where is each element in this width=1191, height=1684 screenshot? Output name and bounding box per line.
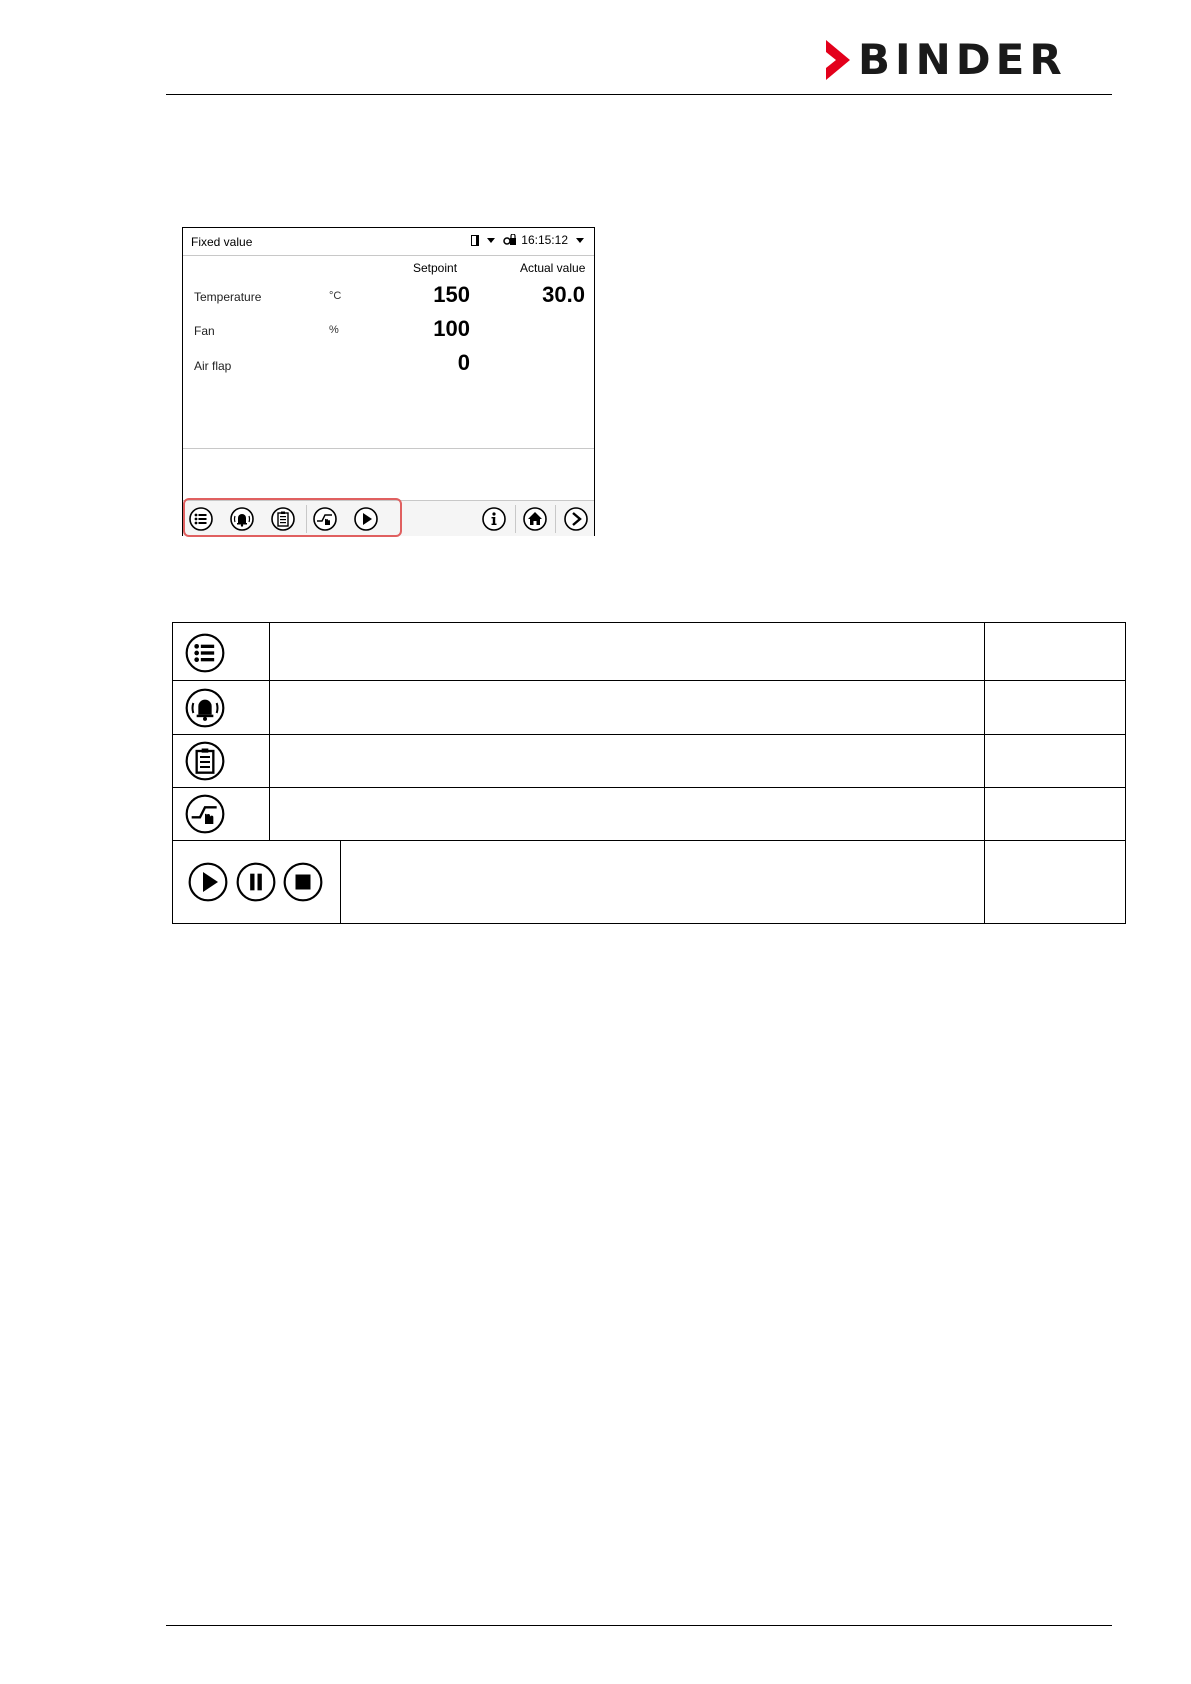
table-border	[269, 622, 270, 841]
event-list-clipboard-icon	[185, 741, 225, 781]
time-dropdown-arrow-icon[interactable]	[576, 238, 584, 243]
list-menu-icon	[185, 633, 225, 673]
brand-name: BINDER	[858, 35, 1067, 84]
table-border	[172, 787, 1126, 788]
setpoint-header: Setpoint	[413, 261, 458, 275]
clock-time: 16:15:12	[521, 233, 568, 247]
play-icon	[188, 862, 228, 902]
display-title-bar	[183, 228, 594, 256]
setpoint-fan[interactable]: 100	[433, 316, 470, 341]
status-area	[471, 233, 588, 247]
info-icon[interactable]	[482, 507, 506, 531]
icon-legend-table	[172, 622, 1126, 924]
manual-operation-icon	[185, 794, 225, 834]
home-icon[interactable]	[523, 507, 547, 531]
table-border	[984, 622, 985, 924]
row-unit-temperature: °C	[329, 290, 342, 302]
setpoint-air-flap[interactable]: 0	[457, 350, 470, 375]
table-border	[340, 840, 341, 924]
setpoint-temperature[interactable]: 150	[433, 282, 470, 307]
user-lock-icon	[503, 234, 517, 246]
row-unit-fan: %	[329, 324, 339, 336]
toolbar-separator	[555, 505, 556, 533]
door-icon	[471, 235, 479, 246]
actual-temperature: 30.0	[542, 282, 585, 307]
table-border	[172, 840, 1126, 841]
stop-icon	[283, 862, 323, 902]
next-arrow-icon[interactable]	[564, 507, 588, 531]
table-border	[1125, 622, 1126, 924]
toolbar-separator	[515, 505, 516, 533]
pause-icon	[236, 862, 276, 902]
row-label-temperature: Temperature	[194, 290, 262, 304]
display-divider	[183, 448, 594, 449]
dropdown-arrow-icon[interactable]	[487, 238, 495, 243]
logo-arrow-icon	[822, 38, 852, 82]
header-rule	[166, 94, 1112, 95]
display-title: Fixed value	[191, 235, 253, 249]
controller-display	[182, 227, 595, 536]
alarm-bell-icon	[185, 688, 225, 728]
actual-value-header: Actual value	[520, 261, 586, 275]
row-label-fan: Fan	[194, 324, 215, 338]
highlight-frame	[183, 498, 402, 537]
footer-rule	[166, 1625, 1112, 1626]
table-border	[172, 622, 1126, 623]
row-label-air-flap: Air flap	[194, 359, 232, 373]
table-border	[172, 923, 1126, 924]
table-border	[172, 734, 1126, 735]
table-border	[172, 622, 173, 924]
table-border	[172, 680, 1126, 681]
binder-logo	[822, 35, 1112, 84]
